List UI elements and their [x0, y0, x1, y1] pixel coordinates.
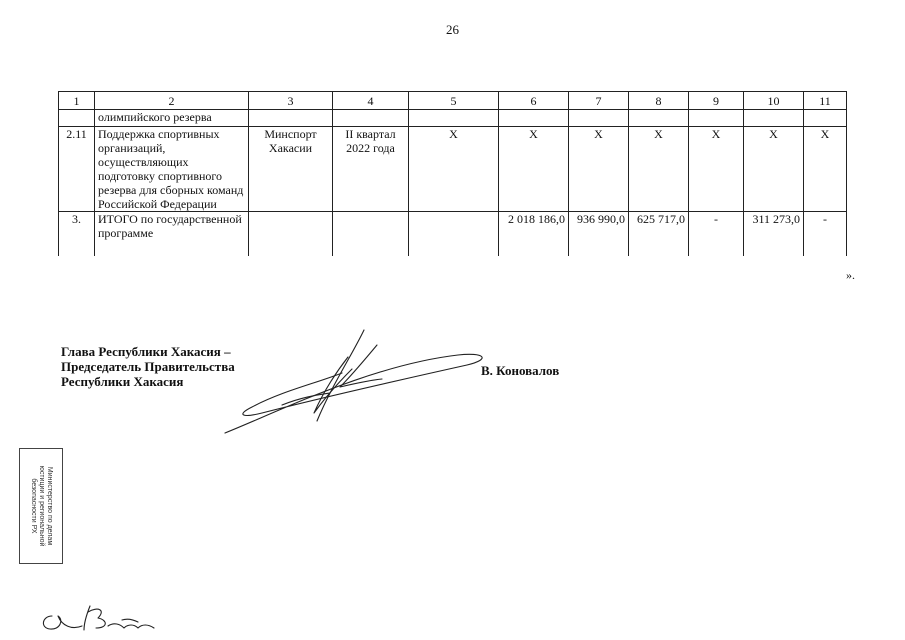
table-row [59, 212, 847, 257]
table-cell [409, 212, 499, 257]
table-cell: Х [804, 127, 847, 212]
page-number: 26 [446, 22, 459, 37]
table-cell: 625 717,0 [629, 212, 689, 257]
table-cell: Х [569, 127, 629, 212]
header-cell: 10 [744, 92, 804, 110]
table-cell [249, 110, 333, 127]
stamp-line: юстиции и региональной [38, 465, 45, 547]
table-cell: 311 273,0 [744, 212, 804, 257]
stamp-line: Министерство по делам [46, 466, 53, 546]
table-cell [499, 110, 569, 127]
table-cell [569, 110, 629, 127]
header-cell: 5 [409, 92, 499, 110]
table-cell: - [804, 212, 847, 257]
table-cell [59, 110, 95, 127]
table-cell: Х [409, 127, 499, 212]
table-cell: - [689, 212, 744, 257]
program-table [58, 91, 847, 256]
table-cell [333, 110, 409, 127]
signatory-block [61, 344, 235, 389]
signatory-title-line: Председатель Правительства [61, 359, 235, 374]
table-cell: Х [744, 127, 804, 212]
table-cell [804, 110, 847, 127]
handwritten-signature [222, 325, 492, 437]
header-cell: 8 [629, 92, 689, 110]
table-cell [689, 110, 744, 127]
table-row [59, 110, 847, 127]
table-cell: Х [689, 127, 744, 212]
stamp-line: безопасности РХ [30, 478, 37, 534]
handwritten-initials [38, 598, 168, 636]
table-row [59, 127, 847, 212]
table-cell: II квартал 2022 года [333, 127, 409, 212]
table-cell: Х [629, 127, 689, 212]
header-cell: 1 [59, 92, 95, 110]
table-cell: 936 990,0 [569, 212, 629, 257]
header-cell: 4 [333, 92, 409, 110]
header-cell: 7 [569, 92, 629, 110]
header-cell: 9 [689, 92, 744, 110]
table-cell: Поддержка спортивных организаций, осуществляющих подготовку спортивного резерва для сборных команд Российской Федерации [95, 127, 249, 212]
closing-quote: ». [846, 268, 855, 282]
table-cell: 2 018 186,0 [499, 212, 569, 257]
table-cell: 2.11 [59, 127, 95, 212]
header-cell: 6 [499, 92, 569, 110]
table-cell [249, 212, 333, 257]
registration-stamp [19, 448, 63, 564]
table-cell: олимпийского резерва [95, 110, 249, 127]
table-header-row [59, 92, 847, 110]
table-cell [333, 212, 409, 257]
table-cell: 3. [59, 212, 95, 257]
table-cell: ИТОГО по государственной программе [95, 212, 249, 257]
table-cell: Минспорт Хакасии [249, 127, 333, 212]
stamp-text [29, 450, 53, 562]
signatory-title-line: Глава Республики Хакасия – [61, 344, 231, 359]
table-cell [629, 110, 689, 127]
table-cell: Х [499, 127, 569, 212]
signer-name: В. Коновалов [481, 363, 560, 378]
header-cell: 3 [249, 92, 333, 110]
header-cell: 2 [95, 92, 249, 110]
signatory-title-line: Республики Хакасия [61, 374, 184, 389]
table-cell [744, 110, 804, 127]
table-cell [409, 110, 499, 127]
header-cell: 11 [804, 92, 847, 110]
